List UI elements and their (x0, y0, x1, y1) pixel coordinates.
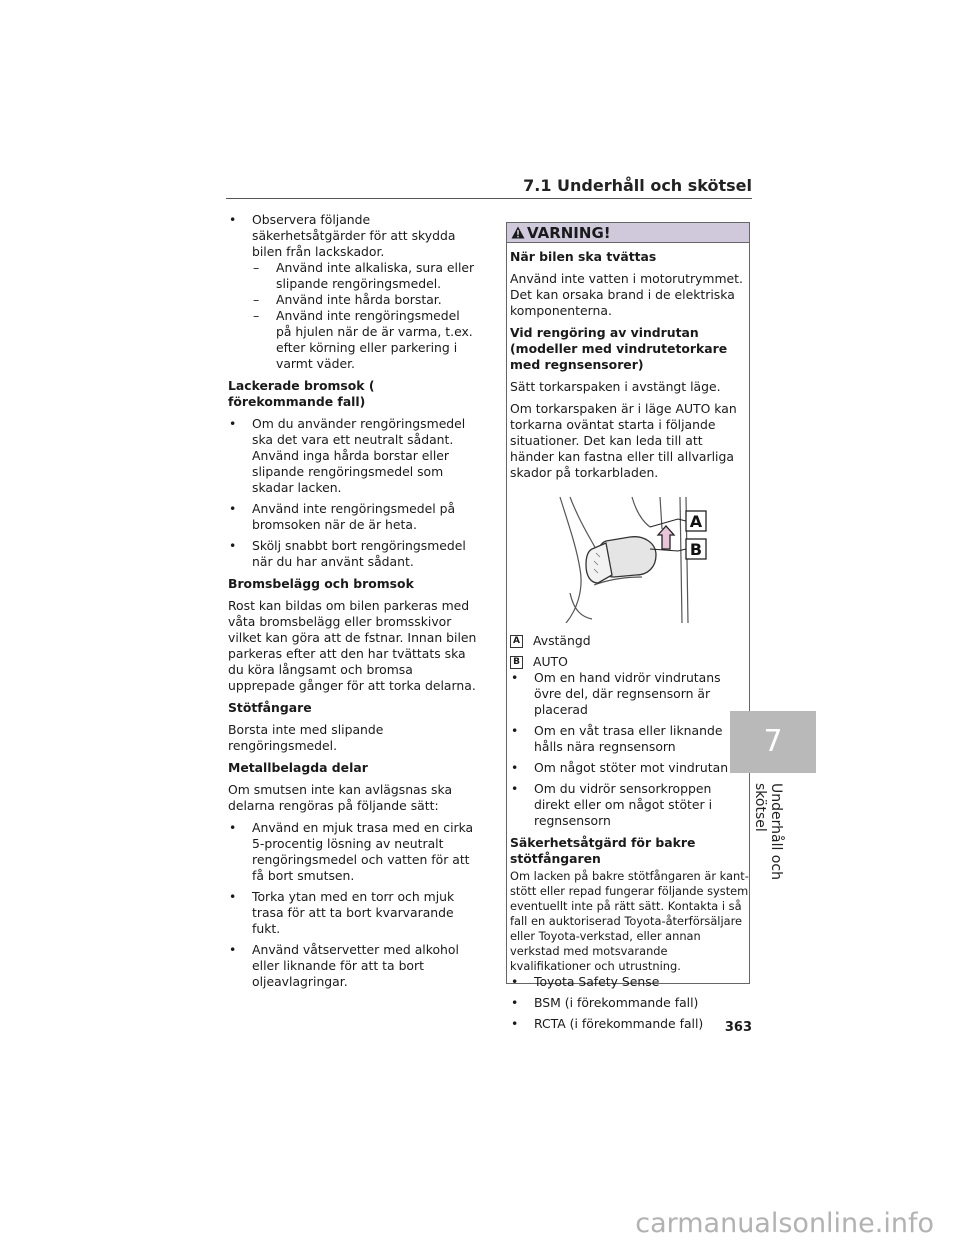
label-b-row (510, 654, 749, 670)
label-a-box: A (510, 635, 523, 648)
bumper-heading: Stötfångare (228, 700, 312, 715)
brake-caliper-heading: Lackerade bromsok ( förekommande fall) (228, 378, 375, 409)
bumper-safety-heading: Säkerhetsåtgärd för bakre stötfångaren (510, 835, 696, 866)
list-item: • BSM (i förekommande fall) (510, 995, 749, 1011)
list-item: • Om en hand vidrör vindrutans övre del, där regnsensorn är placerad (510, 670, 749, 718)
windshield-text-2: Om torkarspaken är i läge AUTO kan torkarna oväntat starta i följande situationer. Det kan leda till att händer kan fastna eller till allvarliga skador på torkarbladen. (510, 401, 737, 480)
bumper-safety-text: Om lacken på bakre stötfångaren är kant-stött eller repad fungerar följande system eventuellt inte på rätt sätt. Kontakta i så fall en auktoriserad Toyota-återförsäljare eller Toyota-verkstad, eller annan verkstad med motsvarande kvalifikationer och utrustning. (510, 869, 749, 973)
list-item: • RCTA (i förekommande fall) (510, 1016, 749, 1032)
dash-item: – Använd inte alkaliska, sura eller slipande rengöringsmedel. (252, 260, 478, 292)
dash-list (252, 260, 478, 372)
brake-caliper-list (228, 416, 478, 570)
brake-pads-heading: Bromsbelägg och bromsok (228, 576, 414, 591)
windshield-heading: Vid rengöring av vindrutan (modeller med vindrutetorkare med regnsensorer) (510, 325, 728, 372)
watermark: carmanualsonline.info (635, 1208, 934, 1239)
intro-list (228, 212, 478, 372)
list-item: • Använd våtservetter med alkohol eller liknande för att ta bort oljeavlagringar. (228, 942, 478, 990)
section-title: 7.1 Underhåll och skötsel (523, 176, 752, 195)
chapter-side-title: Underhåll och skötsel (752, 783, 784, 880)
list-item: • Använd inte rengöringsmedel på bromsoken när de är heta. (228, 501, 478, 533)
metal-heading: Metallbelagda delar (228, 760, 368, 775)
list-item: • Skölj snabbt bort rengöringsmedel när du har använt sådant. (228, 538, 478, 570)
label-a-text: Avstängd (533, 633, 591, 648)
left-column (228, 212, 478, 996)
auto-list (510, 670, 749, 829)
list-item: • Använd en mjuk trasa med en cirka 5-procentig lösning av neutralt rengöringsmedel och vatten för att få bort smutsen. (228, 820, 478, 884)
list-item: • Toyota Safety Sense (510, 974, 749, 990)
label-b-text: AUTO (533, 654, 568, 669)
figure-label-b: B (689, 540, 703, 559)
list-item: • Om en våt trasa eller liknande hålls nära regnsensorn (510, 723, 749, 755)
bumper-text: Borsta inte med slipande rengöringsmedel. (228, 722, 384, 753)
header-divider (226, 198, 752, 199)
warning-title: VARNING! (527, 224, 611, 242)
dash-item: – Använd inte rengöringsmedel på hjulen när de är varma, t.ex. efter körning eller parkering i varmt väder. (252, 308, 478, 372)
wiper-lever-figure (510, 493, 746, 623)
wash-text: Använd inte vatten i motorutrymmet. Det kan orsaka brand i de elektriska komponenterna. (510, 271, 743, 318)
label-b-box: B (510, 656, 523, 669)
intro-bullet-text: Observera följande säkerhetsåtgärder för att skydda bilen från lackskador. (252, 212, 456, 259)
label-a-row (510, 633, 749, 649)
windshield-text-1: Sätt torkarspaken i avstängt läge. (510, 379, 721, 394)
dash-item: – Använd inte hårda borstar. (252, 292, 478, 308)
wash-heading: När bilen ska tvättas (510, 249, 657, 264)
warning-header (507, 223, 749, 243)
list-item: • Om något stöter mot vindrutan (510, 760, 749, 776)
warning-icon (511, 226, 525, 239)
metal-text: Om smutsen inte kan avlägsnas ska delarna rengöras på följande sätt: (228, 782, 453, 813)
figure-label-a: A (689, 512, 703, 531)
warning-body (507, 243, 749, 1032)
chapter-tab: 7 (730, 711, 816, 773)
list-item: • Om du använder rengöringsmedel ska det vara ett neutralt sådant. Använd inga hårda borstar eller slipande rengöringsmedel som skadar lacken. (228, 416, 478, 496)
list-item (228, 212, 478, 372)
list-item: • Torka ytan med en torr och mjuk trasa för att ta bort kvarvarande fukt. (228, 889, 478, 937)
page-number: 363 (724, 1020, 752, 1035)
metal-list (228, 820, 478, 990)
list-item: • Om du vidrör sensorkroppen direkt eller om något stöter i regnsensorn (510, 781, 749, 829)
brake-pads-text: Rost kan bildas om bilen parkeras med våta bromsbelägg eller bromsskivor vilket kan göra att de fstnar. Innan bilen parkeras efter att den har tvättats ska du köra långsamt och bromsa upprepade gånger för att torka delarna. (228, 598, 477, 693)
